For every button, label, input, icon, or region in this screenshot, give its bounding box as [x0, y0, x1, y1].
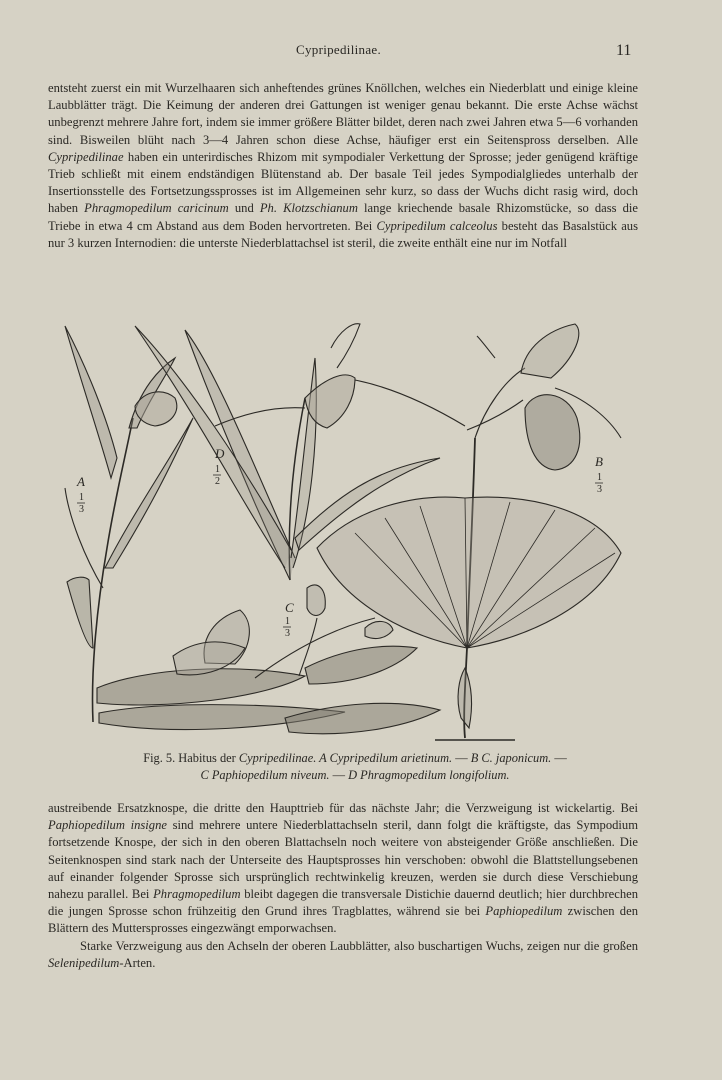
italic-run: Paphiopedilum insigne — [48, 818, 167, 833]
figure-caption — [60, 750, 650, 784]
italic-run: Cypripedilinae — [48, 149, 124, 164]
paragraph: entsteht zuerst ein mit Wurzelhaaren sich anheftendes grünes Knöllchen, welches ein Niederblatt und einige kleine Laubblätter trägt. Die Keimung der anderen drei Gattungen ist weniger genau bekannt. Die erste Achse wächst unbegrenzt mehrere Jahre fort, indem sie immer größere Blätter bildet, deren nach zwei Jahren etwa 5—6 vorhanden sind. Bisweilen blüht nach 3—4 Jahren schon diese Achse, häufiger erst ein Seitenspross derselben. Alle Cypripedilinae haben ein unterirdisches Rhizom mit sympodialer Verkettung der Sprosse; jeder genügend kräftige Trieb schließt mit einem endständigen Blütenstand ab. Der basale Teil jedes Sympodialgliedes unterhalb der Insertionsstelle des Fortsetzungssprosses ist im Allgemeinen sehr kurz, so dass der Wuchs dicht rasig wird, doch haben Phragmopedilum caricinum und Ph. Klotzschianum lange kriechende basale Rhizomstücke, so dass die Triebe in etwa 4 cm Abstand aus dem Boden hervortreten. Bei Cypripedilum calceolus besteht das Basalstück aus nur 3 kurzen Internodien: die unterste Niederblattachsel ist steril, die zweite enthält eine nur im Notfall — [48, 81, 639, 250]
italic-run: Cypripedilinae. A Cypripedilum arietinum. — [238, 751, 453, 765]
italic-run: Ph. Klotzschianum — [259, 201, 358, 216]
italic-run: Phragmopedilum — [153, 887, 241, 902]
italic-run: Cypripedilum calceolus — [376, 218, 498, 233]
scale-b-denominator: 3 — [597, 484, 602, 495]
body-paragraphs-bottom — [48, 800, 638, 972]
scale-d-denominator: 2 — [215, 476, 220, 487]
italic-run: Paphiopedilum — [485, 904, 563, 919]
running-head — [0, 42, 722, 62]
italic-run: C Paphiopedilum niveum. — [200, 768, 330, 782]
running-title: Cypripedilinae. — [296, 42, 382, 57]
italic-run: B C. japonicum. — [470, 751, 552, 765]
caption-line-2: C Paphiopedilum niveum. — D Phragmopedilum longifolium. — [200, 768, 510, 782]
paragraph: austreibende Ersatzknospe, die dritte den Haupttrieb für das nächste Jahr; die Verzweigung ist wickelartig. Bei Paphiopedilum insigne sind mehrere untere Niederblattachseln steril, dann folgt die kräftigste, das Sympodium fortsetzende Knospe, der sich in den oberen Blattachseln noch weitere von absteigender Größe anschließen. Die Seitenknospen sind stark nach der Unterseite des Hauptsprosses hin verschoben: obwohl die Blattstellungsebenen auf einander folgender Sprosse sich ursprünglich rechtwinkelig kreuzen, werden sie durch diese Verschiebung nahezu parallel. Bei Phragmopedilum bleibt dagegen die transversale Distichie dauernd deutlich; hier durchbrechen die jungen Sprosse schon frühzeitig den Grund ihres Tragblattes, während sie bei Paphiopedilum zwischen den Blättern des Muttersprosses eingezwängt emporwachsen. — [48, 801, 639, 936]
italic-run: Phragmopedilum caricinum — [84, 201, 229, 216]
page-number: 11 — [616, 42, 632, 59]
figure-5 — [55, 318, 633, 750]
label-d: D — [215, 446, 225, 461]
scale-c-numerator: 1 — [285, 616, 290, 627]
paragraph: Starke Verzweigung aus den Achseln der oberen Laubblätter, also buschartigen Wuchs, zeigen nur die großen Selenipedilum-Arten. — [48, 938, 638, 970]
scale-a-numerator: 1 — [79, 492, 84, 503]
italic-run: Selenipedilum — [48, 955, 120, 970]
scale-b-numerator: 1 — [597, 472, 602, 483]
body-paragraph-top — [48, 80, 638, 252]
scale-a-denominator: 3 — [79, 504, 84, 515]
scale-d-numerator: 1 — [215, 464, 220, 475]
label-b: B — [595, 454, 603, 469]
scale-c-denominator: 3 — [285, 628, 290, 639]
label-c: C — [285, 600, 294, 615]
label-a: A — [77, 474, 85, 489]
orchid-illustration — [55, 318, 633, 750]
italic-run: D Phragmopedilum longifolium. — [348, 768, 510, 782]
caption-line-1: Fig. 5. Habitus der Cypripedilinae. A Cypripedilum arietinum. — B C. japonicum. — — [143, 751, 567, 765]
